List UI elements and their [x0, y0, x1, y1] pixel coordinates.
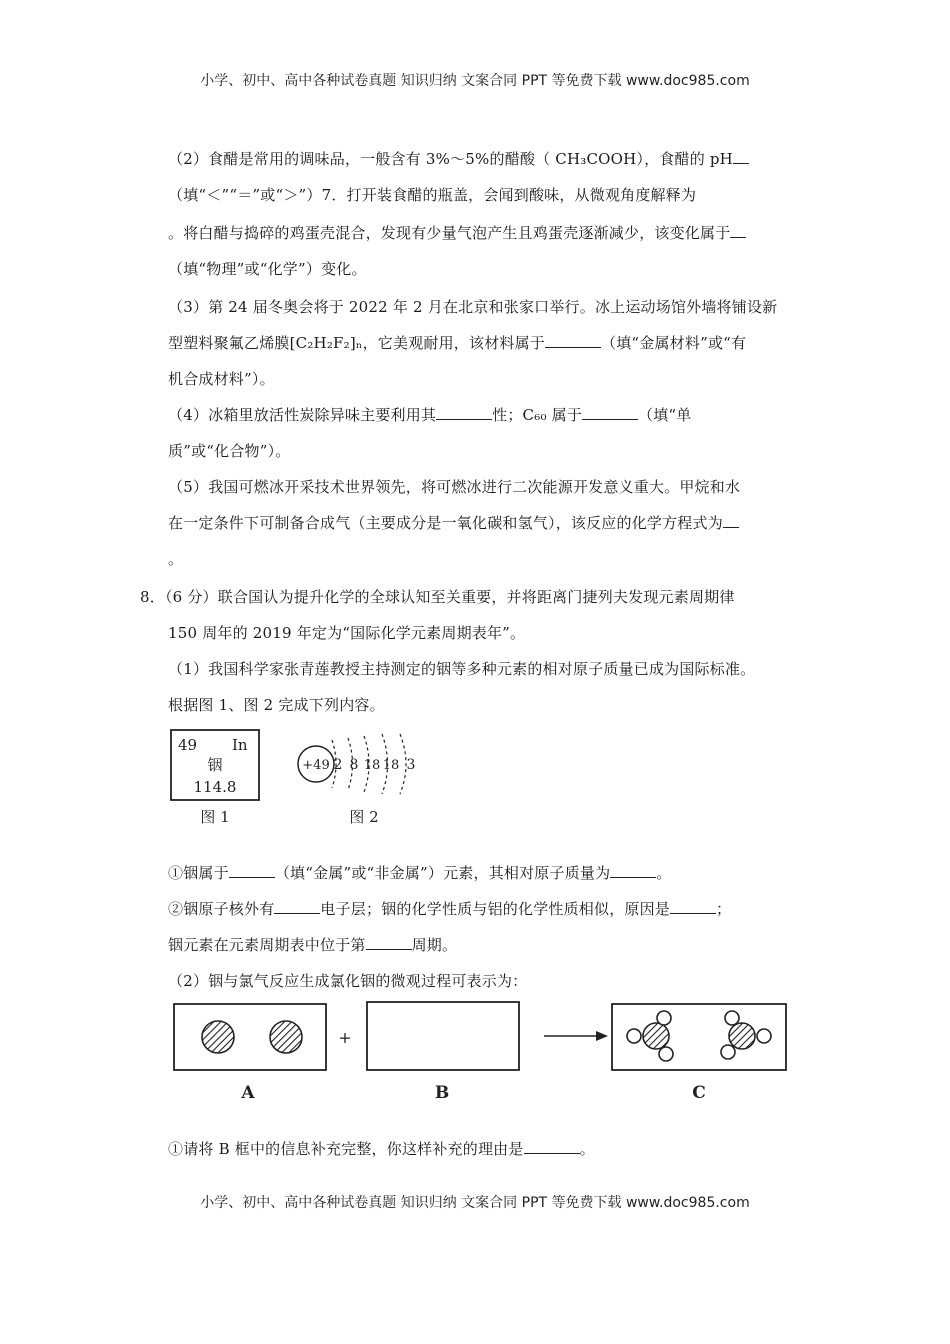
figure-1-caption: 图 1	[200, 808, 230, 826]
q8-line2: 150 周年的 2019 年定为“国际化学元素周期表年”。	[168, 624, 526, 642]
label-b: B	[434, 1083, 450, 1103]
box-a	[174, 1004, 326, 1103]
answer-blank[interactable]	[436, 405, 492, 420]
q7-part4-line2: 质”或“化合物”）。	[168, 442, 291, 460]
q7-part5-line1: （5）我国可燃冰开采技术世界领先，将可燃冰进行二次能源开发意义重大。甲烷和水	[168, 478, 741, 496]
shell-electron-count: 8	[349, 757, 359, 773]
q8-part2-sub1: ①请将 B 框中的信息补充完整，你这样补充的理由是 。	[168, 1140, 595, 1158]
figure-2-atom-structure	[298, 734, 415, 826]
element-name: 铟	[207, 756, 223, 774]
figure-1-element-card	[171, 730, 259, 826]
q7-part3-line3: 机合成材料”）。	[168, 370, 275, 388]
indium-figures	[166, 726, 436, 830]
answer-blank[interactable]	[545, 333, 601, 348]
indium-atom	[202, 1021, 234, 1053]
q7-part2-line2: （填“＜”“＝”或“＞”）7．打开装食醋的瓶盖，会闻到酸味，从微观角度解释为	[168, 186, 697, 204]
answer-blank[interactable]	[229, 863, 275, 878]
shell-electron-count: 3	[406, 757, 416, 773]
label-a: A	[241, 1083, 255, 1103]
q7-part2-line3: 。将白醋与捣碎的鸡蛋壳混合，发现有少量气泡产生且鸡蛋壳逐渐减少，该变化属于	[168, 222, 746, 243]
q7-part2-line4: （填“物理”或“化学”）变化。	[168, 260, 367, 278]
indium-atom	[270, 1021, 302, 1053]
answer-blank[interactable]	[670, 899, 716, 914]
reaction-arrow	[544, 1031, 608, 1041]
answer-blank[interactable]	[366, 935, 412, 950]
indium-chloride-molecule	[721, 1011, 771, 1059]
answer-blank[interactable]	[524, 1139, 580, 1154]
page-header: 小学、初中、高中各种试卷真题 知识归纳 文案合同 PPT 等免费下载 www.doc985.com	[200, 73, 750, 89]
shell-electron-count: 18	[382, 758, 400, 773]
answer-blank[interactable]	[730, 223, 746, 238]
page-footer: 小学、初中、高中各种试卷真题 知识归纳 文案合同 PPT 等免费下载 www.doc985.com	[200, 1195, 750, 1211]
q7-part5-line2: 在一定条件下可制备合成气（主要成分是一氧化碳和氢气），该反应的化学方程式为	[168, 512, 739, 533]
figure-2-caption: 图 2	[349, 808, 379, 826]
q8-line1: 8．（6 分）联合国认为提升化学的全球认知至关重要，并将距离门捷列夫发现元素周期律	[140, 588, 735, 606]
q8-sub1: ①铟属于 （填“金属”或“非金属”）元素，其相对原子质量为 。	[168, 864, 672, 882]
nucleus-charge: +49	[302, 758, 330, 773]
q8-part1-line2: 根据图 1、图 2 完成下列内容。	[168, 696, 385, 714]
plus-sign: +	[338, 1028, 352, 1047]
electron-shell-arc	[400, 734, 406, 794]
element-symbol: In	[232, 736, 248, 754]
shell-electron-count: 2	[333, 757, 343, 773]
q7-part3-line2: 型塑料聚氟乙烯膜[C₂H₂F₂]ₙ，它美观耐用，该材料属于 （填“金属材料”或“有	[168, 334, 747, 352]
q8-part1-line1: （1）我国科学家张青莲教授主持测定的铟等多种元素的相对原子质量已成为国际标准。	[168, 660, 756, 678]
box-c	[612, 1004, 786, 1103]
atomic-mass: 114.8	[193, 778, 237, 796]
atomic-number: 49	[178, 736, 198, 754]
q7-part4-line1: （4）冰箱里放活性炭除异味主要利用其 性；C₆₀ 属于 （填“单	[168, 406, 692, 424]
reaction-diagram	[166, 998, 796, 1108]
answer-blank[interactable]	[274, 899, 320, 914]
answer-blank[interactable]	[610, 863, 656, 878]
q8-sub3: 铟元素在元素周期表中位于第 周期。	[168, 936, 458, 954]
indium-chloride-molecule	[627, 1011, 673, 1061]
q8-part2-line1: （2）铟与氯气反应生成氯化铟的微观过程可表示为：	[168, 972, 528, 990]
shell-electron-count: 18	[363, 758, 381, 773]
answer-blank[interactable]	[582, 405, 638, 420]
label-c: C	[692, 1083, 706, 1103]
q7-part3-line1: （3）第 24 届冬奥会将于 2022 年 2 月在北京和张家口举行。冰上运动场馆外墙将铺设新	[168, 298, 778, 316]
q7-part2-line1: （2）食醋是常用的调味品，一般含有 3%～5%的醋酸（ CH₃COOH），食醋的 pH	[168, 148, 749, 169]
box-b[interactable]	[367, 1002, 519, 1103]
q8-sub2: ②铟原子核外有 电子层；铟的化学性质与铝的化学性质相似，原因是 ；	[168, 900, 732, 918]
q7-part5-line3: 。	[168, 550, 184, 568]
answer-blank[interactable]	[733, 149, 749, 164]
answer-blank[interactable]	[723, 513, 739, 528]
